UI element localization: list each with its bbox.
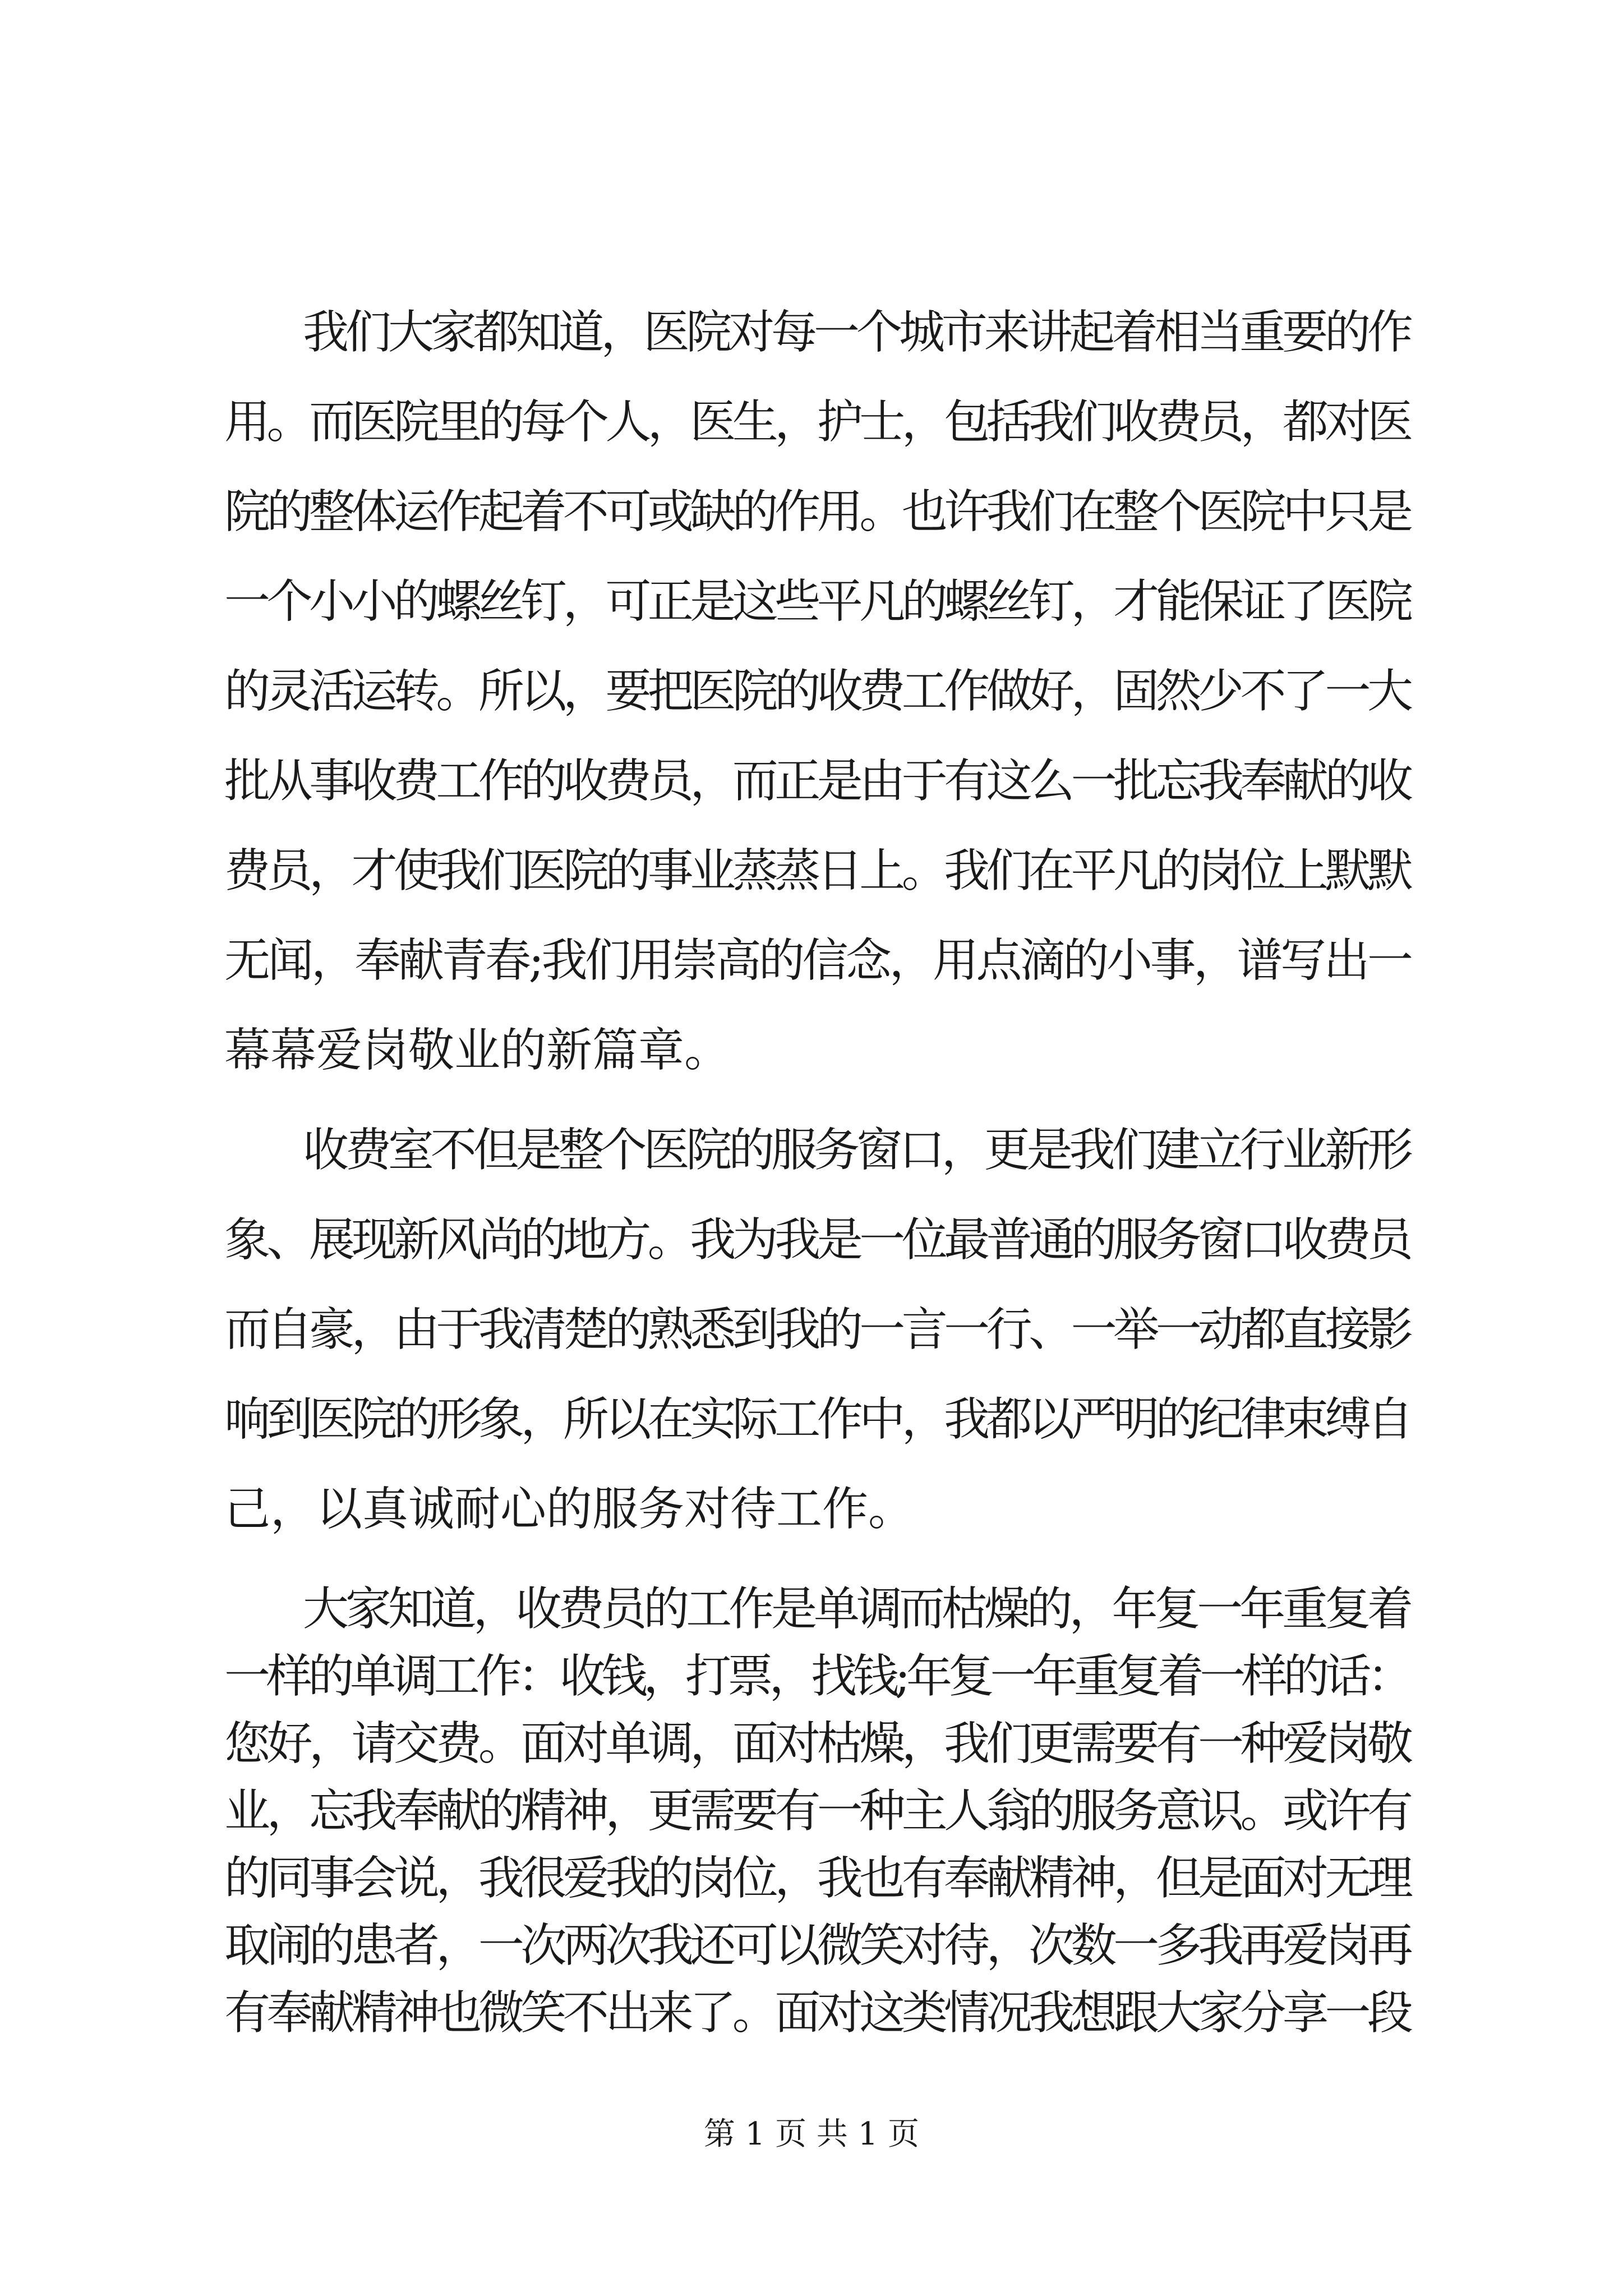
text-line: 我们大家都知道，医院对每一个城市来讲起着相当重要的作: [303, 306, 1410, 359]
text-line: 费员，才使我们医院的事业蒸蒸日上。我们在平凡的岗位上默默: [224, 844, 1410, 898]
page-number-label: 第 1 页 共 1 页: [703, 2116, 920, 2152]
text-line: 幕幕爱岗敬业的新篇章。: [224, 1024, 731, 1077]
text-line: 的灵活运转。所以，要把医院的收费工作做好，固然少不了一大: [224, 665, 1410, 718]
text-line: 而自豪，由于我清楚的熟悉到我的一言一行、一举一动都直接影: [224, 1303, 1410, 1356]
text-line: 响到医院的形象，所以在实际工作中，我都以严明的纪律束缚自: [224, 1393, 1410, 1446]
text-line: 象、展现新风尚的地方。我为我是一位最普通的服务窗口收费员: [224, 1213, 1410, 1267]
text-line: 己，以真诚耐心的服务对待工作。: [224, 1483, 915, 1536]
text-line: 业，忘我奉献的精神，更需要有一种主人翁的服务意识。或许有: [224, 1784, 1410, 1838]
text-line: 收费室不但是整个医院的服务窗口，更是我们建立行业新形: [303, 1124, 1410, 1177]
text-line: 有奉献精神也微笑不出来了。面对这类情况我想跟大家分享一段: [224, 1986, 1410, 2040]
text-line: 院的整体运作起着不可或缺的作用。也许我们在整个医院中只是: [224, 485, 1410, 539]
text-line: 无闻，奉献青春;我们用崇高的信念，用点滴的小事，谱写出一: [224, 934, 1411, 987]
text-line: 一样的单调工作：收钱，打票，找钱;年复一年重复着一样的话：: [224, 1650, 1409, 1703]
text-line: 一个小小的螺丝钉，可正是这些平凡的螺丝钉，才能保证了医院: [224, 575, 1410, 628]
text-line: 的同事会说，我很爱我的岗位，我也有奉献精神，但是面对无理: [224, 1852, 1410, 1905]
text-line: 用。而医院里的每个人，医生，护士，包括我们收费员，都对医: [224, 395, 1410, 449]
page-footer: [0, 2109, 1623, 2154]
text-line: 取闹的患者，一次两次我还可以微笑对待，次数一多我再爱岗再: [224, 1919, 1410, 1972]
text-line: 您好，请交费。面对单调，面对枯燥，我们更需要有一种爱岗敬: [224, 1717, 1410, 1770]
text-line: 大家知道，收费员的工作是单调而枯燥的，年复一年重复着: [303, 1582, 1410, 1636]
text-line: 批从事收费工作的收费员，而正是由于有这么一批忘我奉献的收: [224, 754, 1410, 808]
